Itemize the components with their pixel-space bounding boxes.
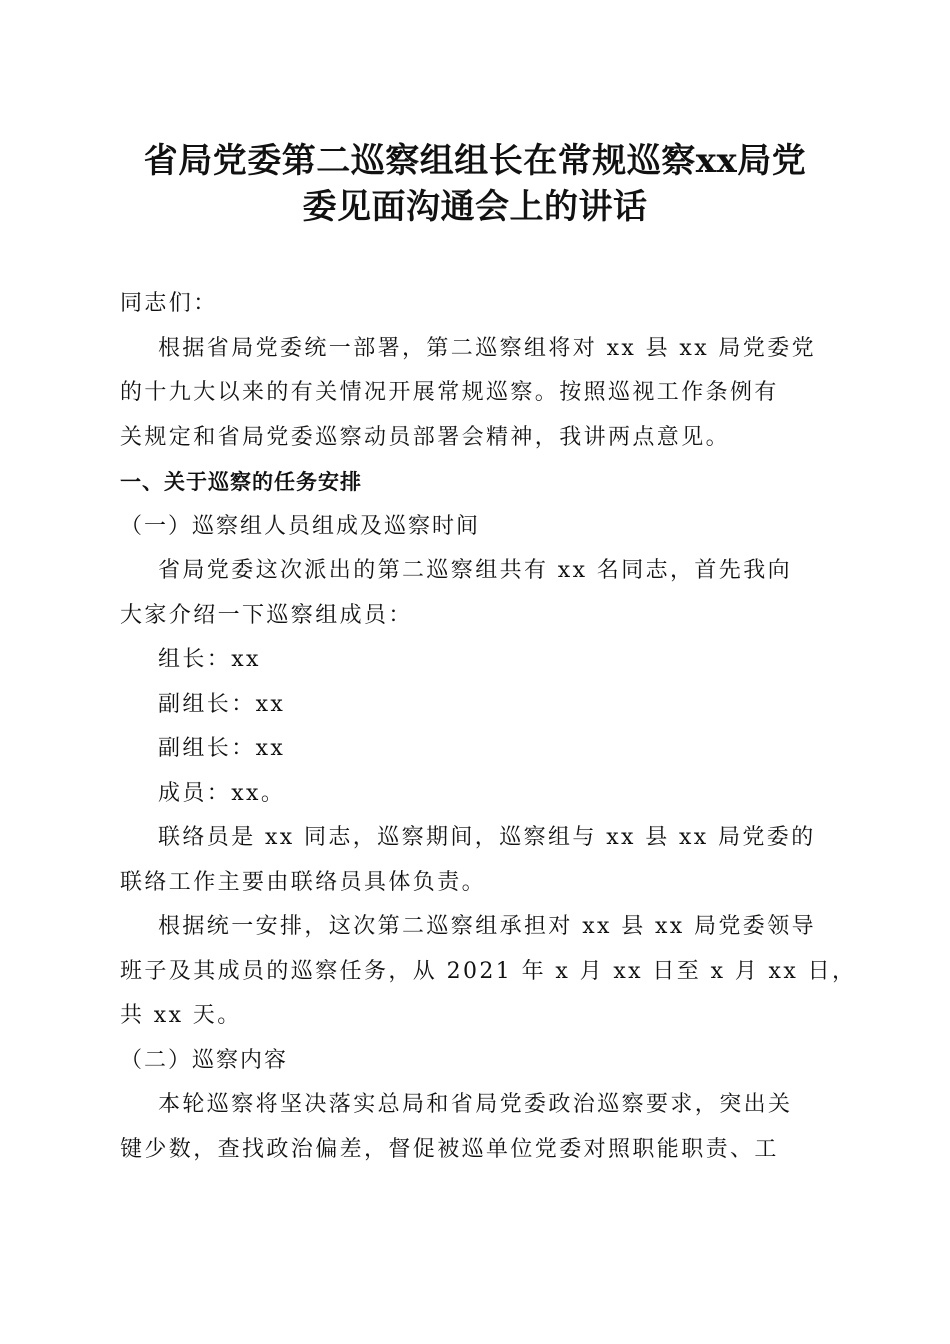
subsection-heading-1-2: （二）巡察内容 [120,1047,289,1073]
paragraph-4-line-1: 根据统一安排，这次第二巡察组承担对 xx 县 xx 局党委领导 [158,914,817,939]
paragraph-4-line-3: 共 xx 天。 [120,1003,242,1028]
document-body [120,282,857,1172]
paragraph-1-line-1: 根据省局党委统一部署，第二巡察组将对 xx 县 xx 局党委党 [158,335,817,361]
paragraph-1-line-2: 的十九大以来的有关情况开展常规巡察。按照巡视工作条例有 [120,380,779,405]
title-line-2: 委见面沟通会上的讲话 [302,187,648,227]
paragraph-3-line-1: 联络员是 xx 同志，巡察期间，巡察组与 xx 县 xx 局党委的 [158,825,816,850]
paragraph-5-line-2: 键少数，查找政治偏差，督促被巡单位党委对照职能职责、工 [120,1136,779,1162]
paragraph-5-line-1: 本轮巡察将坚决落实总局和省局党委政治巡察要求，突出关 [158,1092,793,1117]
section-heading-1: 一、关于巡察的任务安排 [120,470,362,494]
subsection-heading-1-1: （一）巡察组人员组成及巡察时间 [120,513,481,539]
member-deputy-1: 副组长：xx [158,691,286,717]
title-line-1: 省局党委第二巡察组组长在常规巡察xx局党 [143,141,807,181]
paragraph-2-line-1: 省局党委这次派出的第二巡察组共有 xx 名同志，首先我向 [158,558,793,583]
paragraph-3-line-2: 联络工作主要由联络员具体负责。 [120,869,487,895]
member-staff: 成员：xx。 [158,780,286,806]
member-deputy-2: 副组长：xx [158,736,286,761]
salutation: 同志们： [120,291,218,316]
paragraph-1-line-3: 关规定和省局党委巡察动员部署会精神，我讲两点意见。 [120,424,731,450]
paragraph-2-line-2: 大家介绍一下巡察组成员： [120,602,413,628]
document-title [100,138,850,230]
paragraph-4-line-2: 班子及其成员的巡察任务，从 2021 年 x 月 xx 日至 x 月 xx 日， [120,958,857,984]
member-leader: 组长：xx [158,647,261,672]
